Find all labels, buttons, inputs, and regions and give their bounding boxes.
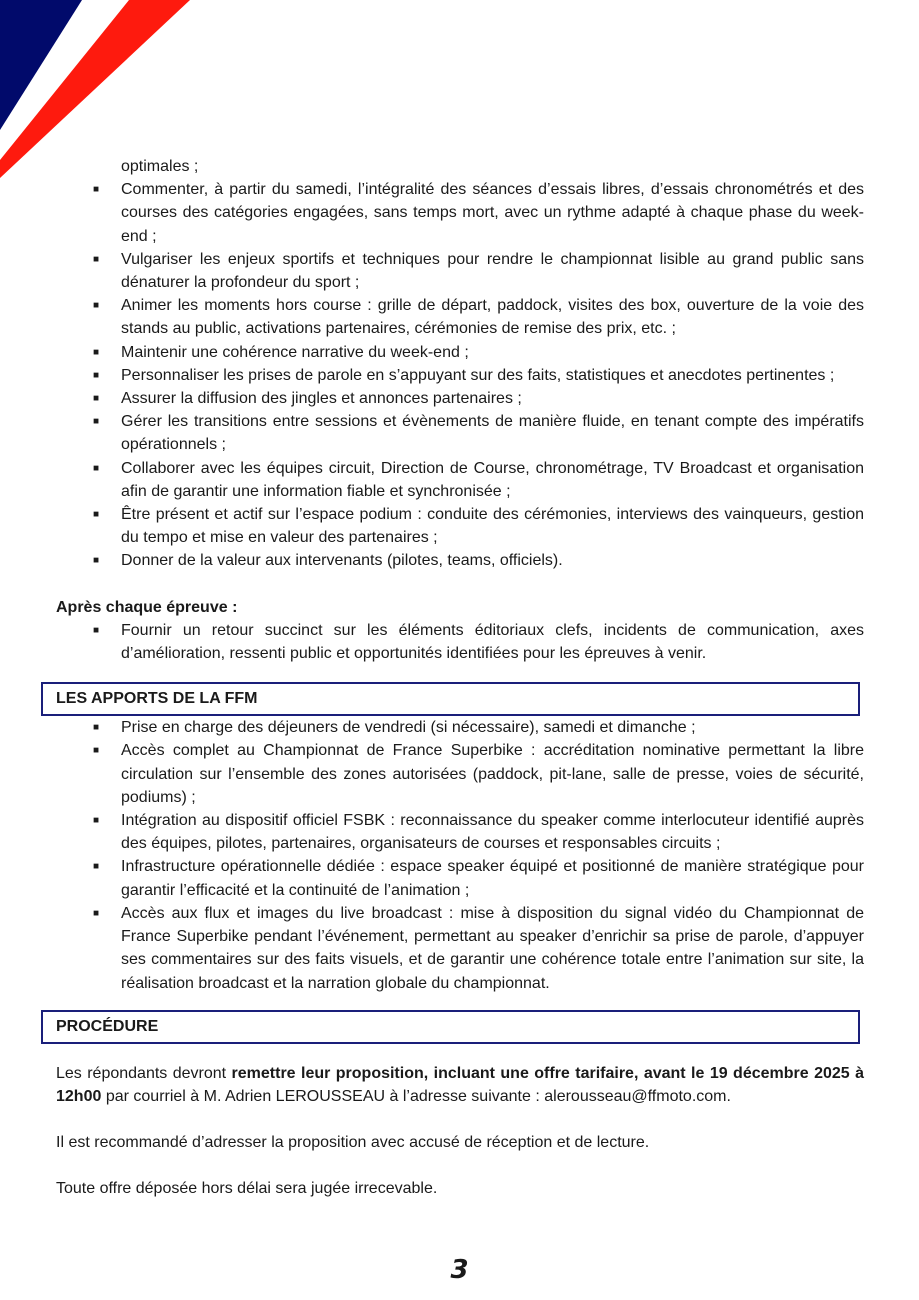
bullet-icon: ■	[93, 416, 100, 428]
bullet-icon: ■	[93, 745, 100, 757]
list-item: ■ Prise en charge des déjeuners de vendredi (si nécessaire), samedi et dimanche ;	[121, 716, 864, 739]
list-item: ■ Collaborer avec les équipes circuit, Direction de Course, chronométrage, TV Broadcast et organisation afin de garantir une information fiable et synchronisée ;	[121, 457, 864, 503]
ffm-contributions-list	[56, 716, 864, 994]
list-item: ■ Infrastructure opérationnelle dédiée : espace speaker équipé et positionné de manière stratégique pour garantir l’efficacité et la continuité de l’animation ;	[121, 855, 864, 901]
section-header-ffm: LES APPORTS DE LA FFM	[41, 682, 860, 716]
tricolor-flag-decoration	[0, 0, 200, 180]
list-item: ■ Intégration au dispositif officiel FSBK : reconnaissance du speaker comme interlocuteur identifié auprès des équipes, pilotes, partenaires, organisateurs de courses et responsables circuits ;	[121, 809, 864, 855]
bullet-icon: ■	[93, 346, 100, 358]
bullet-icon: ■	[93, 555, 100, 567]
list-item: ■ Être présent et actif sur l’espace podium : conduite des cérémonies, interviews des vainqueurs, gestion du tempo et mise en valeur des partenaires ;	[121, 503, 864, 549]
bullet-icon: ■	[93, 369, 100, 381]
list-item: ■ Accès complet au Championnat de France Superbike : accréditation nominative permettant la libre circulation sur l’ensemble des zones autorisées (paddock, pit-lane, salle de presse, voies de sécurité, podiums) ;	[121, 739, 864, 809]
bullet-icon: ■	[93, 624, 100, 636]
list-item: ■ Maintenir une cohérence narrative du week-end ;	[121, 341, 864, 364]
bullet-icon: ■	[93, 907, 100, 919]
list-item: ■ Animer les moments hors course : grille de départ, paddock, visites des box, ouverture de la voie des stands au public, activations partenaires, cérémonies de remise des prix, etc. ;	[121, 294, 864, 340]
section-header-procedure: PROCÉDURE	[41, 1010, 860, 1044]
bullet-icon: ■	[93, 184, 100, 196]
page-number: 3	[450, 1255, 469, 1285]
list-item: ■ Vulgariser les enjeux sportifs et techniques pour rendre le championnat lisible au grand public sans dénaturer la profondeur du sport ;	[121, 248, 864, 294]
bullet-icon: ■	[93, 722, 100, 734]
list-item: ■ Fournir un retour succinct sur les éléments éditoriaux clefs, incidents de communication, axes d’amélioration, ressenti public et opportunités identifiées pour les épreuves à venir.	[121, 619, 864, 665]
procedure-late-notice: Toute offre déposée hors délai sera jugée irrecevable.	[56, 1180, 438, 1198]
list-item: ■ Commenter, à partir du samedi, l’intégralité des séances d’essais libres, d’essais chronométrés et des courses des catégories engagées, sans temps mort, avec un rythme adapté à chaque phase du week-end ;	[121, 178, 864, 248]
procedure-recommendation: Il est recommandé d’adresser la proposition avec accusé de réception et de lecture.	[56, 1134, 650, 1152]
list-item: ■ Personnaliser les prises de parole en s’appuyant sur des faits, statistiques et anecdotes pertinentes ;	[121, 364, 864, 387]
bullet-icon: ■	[93, 393, 100, 405]
bullet-icon: ■	[93, 509, 100, 521]
bullet-icon: ■	[93, 861, 100, 873]
bullet-icon: ■	[93, 815, 100, 827]
bullet-icon: ■	[93, 462, 100, 474]
after-event-list	[56, 619, 864, 665]
deadline-emphasis: remettre leur proposition, incluant une offre tarifaire, avant le 19 décembre 2025 à 12h00	[56, 1064, 865, 1105]
after-event-heading: Après chaque épreuve :	[56, 598, 238, 616]
bullet-icon: ■	[93, 300, 100, 312]
list-item: ■ Gérer les transitions entre sessions et évènements de manière fluide, en tenant compte des impératifs opérationnels ;	[121, 410, 864, 456]
document-body	[56, 155, 864, 1201]
missions-list	[56, 178, 864, 572]
list-item: ■ Assurer la diffusion des jingles et annonces partenaires ;	[121, 387, 864, 410]
list-item: ■ Accès aux flux et images du live broadcast : mise à disposition du signal vidéo du Championnat de France Superbike pendant l’événement, permettant au speaker d’enrichir sa prise de parole, d’appuyer ses commentaires sur des faits visuels, et de garantir une cohérence totale entre l’animation sur site, la réalisation broadcast et la narration globale du championnat.	[121, 902, 864, 995]
list-item: ■ Donner de la valeur aux intervenants (pilotes, teams, officiels).	[121, 549, 864, 572]
procedure-deadline-paragraph: Les répondants devront remettre leur proposition, incluant une offre tarifaire, avant le 19 décembre 2025 à 12h00 par courriel à M. Adrien LEROUSSEAU à l’adresse suivante : alerousseau@ffmoto.com.	[56, 1064, 865, 1105]
bullet-icon: ■	[93, 253, 100, 265]
missions-continuation: optimales ;	[121, 158, 199, 175]
